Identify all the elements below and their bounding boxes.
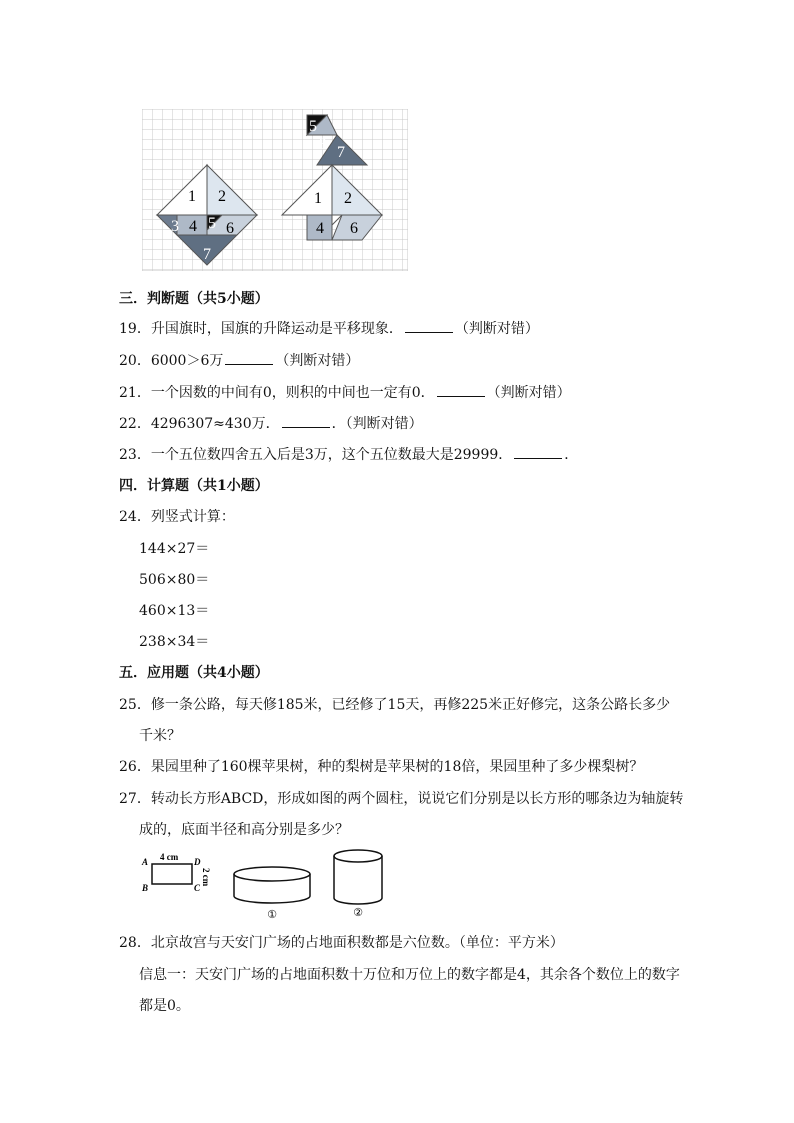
section-title: 三．判断题（共5小题）: [119, 291, 269, 307]
answer-blank[interactable]: [437, 384, 485, 397]
question-27: 27．转动长方形ABCD，形成如图的两个圆柱，说说它们分别是以长方形的哪条边为轴旋转: [119, 791, 684, 807]
piece-label: 5: [309, 118, 317, 135]
cylinder-2: [334, 850, 382, 904]
answer-blank[interactable]: [225, 352, 273, 365]
corner-label: C: [194, 883, 201, 893]
question-21: [119, 384, 571, 402]
question-25: 25．修一条公路，每天修185米，已经修了15天，再修225米正好修完，这条公路长多少: [119, 697, 671, 713]
question-text: 21．一个因数的中间有0，则积的中间也一定有0．: [119, 385, 435, 401]
question-text: 23．一个五位数四舍五入后是3万，这个五位数最大是29999．: [119, 447, 513, 463]
question-text: 20．6000＞6万: [119, 353, 224, 369]
question-20: [119, 352, 359, 370]
height-label: 2 cm: [201, 868, 211, 887]
question-26: 26．果园里种了160棵苹果树，种的梨树是苹果树的18倍，果园里种了多少棵梨树？: [119, 759, 644, 775]
corner-label: D: [194, 857, 201, 867]
question-text: 19．升国旗时，国旗的升降运动是平移现象．: [119, 321, 403, 337]
piece-label: 5: [208, 215, 216, 232]
cylinder-figure: [140, 848, 400, 920]
piece-label: 2: [218, 188, 226, 205]
question-suffix: （判断对错）: [454, 321, 539, 337]
calc-item: 460×13＝: [139, 603, 210, 619]
question-19: [119, 320, 539, 338]
answer-blank[interactable]: [282, 415, 330, 428]
section-title: 五．应用题（共4小题）: [119, 665, 269, 681]
question-22: [119, 415, 423, 433]
piece-label: 6: [226, 220, 234, 237]
question-suffix: （判断对错）: [486, 385, 571, 401]
piece-label: 4: [189, 218, 197, 235]
question-suffix: （判断对错）: [275, 353, 360, 369]
corner-label: A: [142, 857, 149, 867]
question-27-cont: 成的，底面半径和高分别是多少？: [139, 822, 349, 838]
piece-label: 3: [319, 136, 327, 153]
piece-label: 3: [171, 218, 179, 235]
corner-label: B: [142, 883, 149, 893]
tangram-figure: [142, 109, 408, 271]
question-25-cont: 千米？: [139, 728, 181, 744]
question-23: [119, 446, 578, 464]
cylinder-1: [234, 867, 310, 903]
question-28-info-cont: 都是0。: [139, 998, 190, 1014]
piece-label: 4: [316, 220, 324, 237]
answer-blank[interactable]: [405, 320, 453, 333]
question-suffix: ．（判断对错）: [331, 416, 423, 432]
rectangle-abcd: [152, 864, 192, 884]
piece-label: 6: [350, 220, 358, 237]
question-suffix: ．: [564, 447, 579, 463]
piece-label: 7: [337, 144, 345, 161]
calc-item: 144×27＝: [139, 541, 210, 557]
calc-item: 506×80＝: [139, 572, 210, 588]
cylinder-2-label: ②: [353, 906, 363, 919]
piece-label: 2: [344, 190, 352, 207]
section-title: 四．计算题（共1小题）: [119, 478, 269, 494]
cylinder-1-label: ①: [267, 908, 277, 920]
width-label: 4 cm: [160, 852, 179, 862]
piece-label: 1: [188, 188, 196, 205]
piece-label: 1: [314, 190, 322, 207]
answer-blank[interactable]: [514, 446, 562, 459]
question-text: 22．4296307≈430万．: [119, 416, 280, 432]
piece-label: 7: [203, 246, 211, 263]
question-24: 24．列竖式计算：: [119, 509, 235, 525]
calc-item: 238×34＝: [139, 634, 210, 650]
question-28: 28．北京故宫与天安门广场的占地面积数都是六位数。（单位：平方米）: [119, 935, 564, 951]
question-28-info: 信息一：天安门广场的占地面积数十万位和万位上的数字都是4，其余各个数位上的数字: [139, 967, 680, 983]
